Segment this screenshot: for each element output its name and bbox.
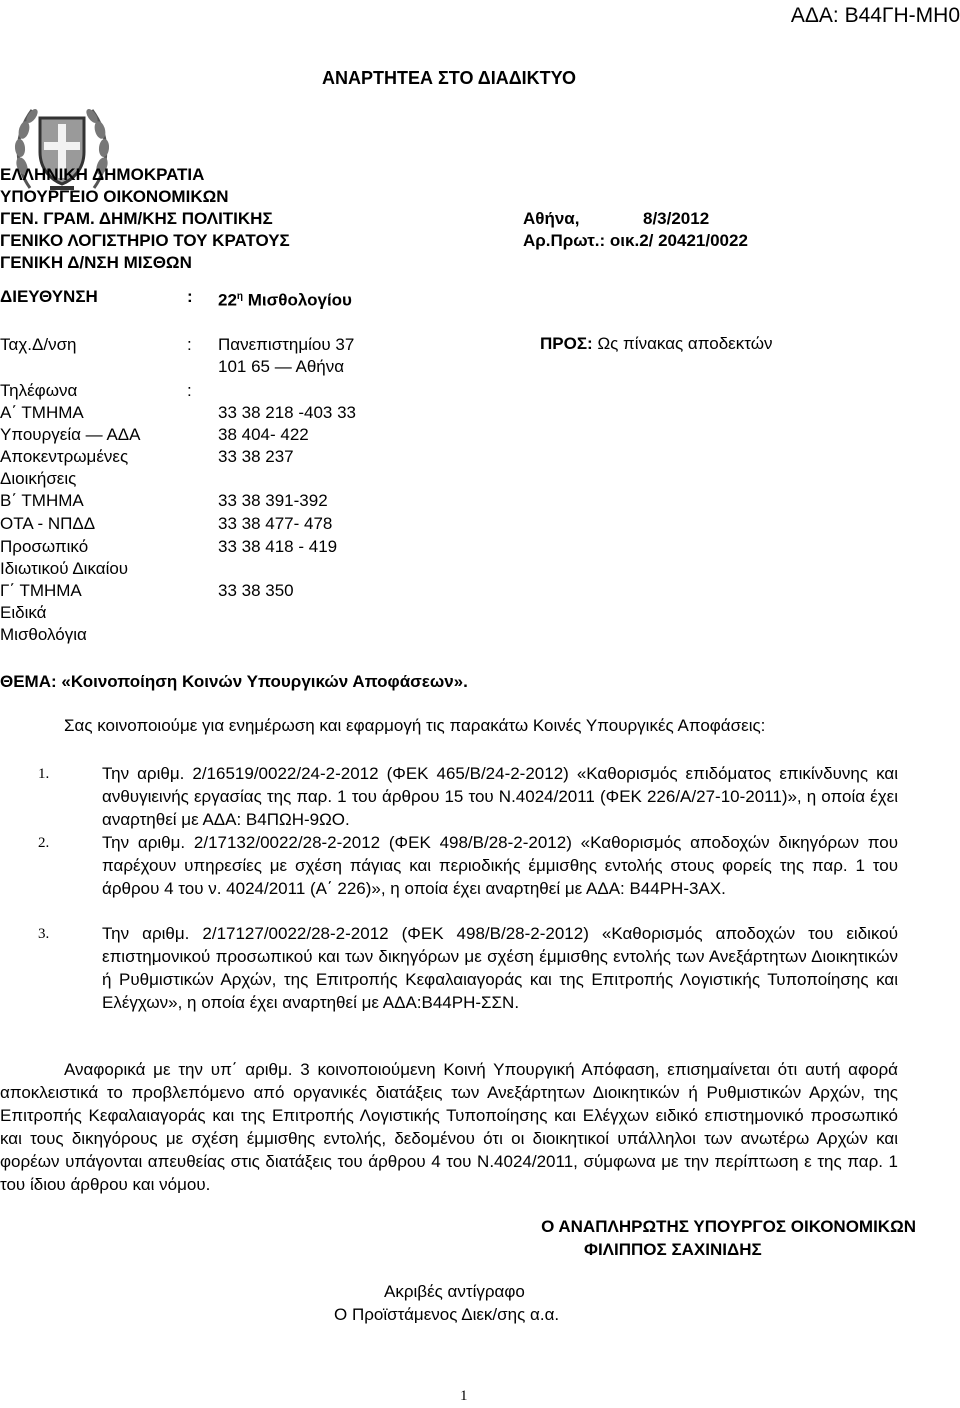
list-item: Την αριθμ. 2/17132/0022/28-2-2012 (ΦΕΚ 498/Β/28-2-2012) «Καθορισμός αποδοχών δικηγόρων που παρέχουν υπηρεσίες με σχέση πάγιας και περιοδικής έμμισθης εντολής στους φορείς της παρ. 1 του άρθρου 4 του ν. 4024/2011 (Α΄ 226)», η οποία έχει αναρτηθεί με ΑΔΑ: Β44ΡΗ-3ΑΧ. [102, 833, 898, 898]
list-item: Την αριθμ. 2/17127/0022/28-2-2012 (ΦΕΚ 498/Β/28-2-2012) «Καθορισμός αποδοχών του ειδικού επιστημονικού προσωπικού και των δικηγόρων με σχέση έμμισθης εντολής των Ανεξάρτητων Διοικητικών ή Ρυθμιστικών Αρχών, της Επιτροπής Κεφαλαιαγοράς και της Επιτροπής Λογιστικής Τυποποίησης και Ελέγχων», η οποία έχει αναρτηθεί με ΑΔΑ:Β44ΡΗ-ΣΣΝ. [102, 924, 898, 1012]
phone-row-value: 33 38 418 - 419 [218, 537, 338, 556]
date-city: Αθήνα, [523, 209, 580, 228]
directorate-value [218, 286, 352, 312]
posting-banner: ΑΝΑΡΤΗΤΕΑ ΣΤΟ ΔΙΑΔΙΚΤΥΟ [322, 68, 576, 88]
ada-code: ΑΔΑ: Β44ΓΗ-ΜΗ0 [790, 4, 960, 27]
item-number: 2. [38, 835, 50, 851]
phone-row-value: 33 38 477- 478 [218, 514, 333, 533]
phone-row-label: Γ΄ ΤΜΗΜΑ [0, 581, 82, 600]
item-number: 1. [38, 766, 50, 782]
phone-row-value: 33 38 237 [218, 447, 294, 466]
address-label: Ταχ.Δ/νση [0, 335, 77, 354]
recipient [540, 334, 773, 354]
recipient-label: ΠΡΟΣ: [540, 334, 593, 353]
phone-row-label: Β΄ ΤΜΗΜΑ [0, 491, 84, 510]
address-colon: : [187, 335, 192, 354]
body-paragraph: Αναφορικά με την υπ΄ αριθμ. 3 κοινοποιούμενη Κοινή Υπουργική Απόφαση, επισημαίνεται ότι αυτή αφορά αποκλειστικά το προβλεπόμενο από οργανικές διατάξεις των Ανεξάρτητων Διοικητικών ή Ρυθμιστικών Αρχών, της Επιτροπής Κεφαλαιαγοράς και της Επιτροπής Λογιστικής Τυποποίησης και Ελέγχων ειδικό επιστημονικό προσωπικό και τους δικηγόρους με σχέση έμμισθης εντολής, δεδομένου ότι οι διοικητικοί υπάλληλοι των ανωτέρω Αρχών και φορέων υπάγονται απευθείας στις διατάξεις του άρθρου 4 του Ν.4024/2011, σύμφωνα με την περίπτωση ε της παρ. 1 του ίδιου άρθρου και νόμου. [0, 1060, 898, 1194]
head-of-department: Ο Προϊστάμενος Διεκ/σης α.α. [334, 1305, 560, 1324]
header-line-5: ΓΕΝΙΚΗ Δ/ΝΣΗ ΜΙΣΘΩΝ [0, 253, 192, 272]
address-city: 101 65 — Αθήνα [218, 357, 345, 376]
header-line-2: ΥΠΟΥΡΓΕΙΟ ΟΙΚΟΝΟΜΙΚΩΝ [0, 187, 229, 206]
directorate-sup: η [236, 291, 244, 302]
directorate-label: ΔΙΕΥΘΥΝΣΗ [0, 287, 98, 306]
item-number: 3. [38, 926, 50, 942]
phone-row-label: Διοικήσεις [0, 469, 77, 488]
header-line-3: ΓΕΝ. ΓΡΑΜ. ΔΗΜ/ΚΗΣ ΠΟΛΙΤΙΚΗΣ [0, 209, 273, 228]
address-street: Πανεπιστημίου 37 [218, 335, 355, 354]
phone-row-label: Μισθολόγια [0, 625, 87, 644]
phone-row-label: Υπουργεία — ΑΔΑ [0, 425, 141, 444]
phone-row-label: Αποκεντρωμένες [0, 447, 129, 466]
phone-row-label: ΟΤΑ - ΝΠΔΔ [0, 514, 96, 533]
phone-row-value: 33 38 350 [218, 581, 294, 600]
phone-row-label: Προσωπικό [0, 537, 89, 556]
true-copy-label: Ακριβές αντίγραφο [384, 1282, 525, 1301]
phone-row-value: 38 404- 422 [218, 425, 309, 444]
subject-line: ΘΕΜΑ: «Κοινοποίηση Κοινών Υπουργικών Αποφάσεων». [0, 672, 468, 691]
recipient-value: Ως πίνακας αποδεκτών [597, 334, 773, 353]
directorate-number: 22 [218, 290, 237, 310]
directorate-name: Μισθολογίου [247, 290, 352, 310]
page-number: 1 [460, 1388, 468, 1404]
phone-row-label: Α΄ ΤΜΗΜΑ [0, 403, 84, 422]
phone-row-value: 33 38 391-392 [218, 491, 328, 510]
header-line-4: ΓΕΝΙΚΟ ΛΟΓΙΣΤΗΡΙΟ ΤΟΥ ΚΡΑΤΟΥΣ [0, 231, 290, 250]
phone-row-label: Ειδικά [0, 603, 47, 622]
protocol-number: Αρ.Πρωτ.: οικ.2/ 20421/0022 [523, 231, 748, 250]
phone-row-value: 33 38 218 -403 33 [218, 403, 357, 422]
signatory-name: ΦΙΛΙΠΠΟΣ ΣΑΧΙΝΙΔΗΣ [584, 1240, 762, 1259]
directorate-colon: : [187, 287, 193, 306]
phone-row-label: Ιδιωτικού Δικαίου [0, 559, 129, 578]
phones-colon: : [187, 381, 192, 400]
phones-label: Τηλέφωνα [0, 381, 78, 400]
header-line-1: ΕΛΛΗΝΙΚΗ ΔΗΜΟΚΡΑΤΙΑ [0, 165, 205, 184]
list-item: Την αριθμ. 2/16519/0022/24-2-2012 (ΦΕΚ 465/Β/24-2-2012) «Καθορισμός επιδόματος επικίνδυνης και ανθυγιεινής εργασίας της παρ. 1 του άρθρου 15 του Ν.4024/2011 (ΦΕΚ 226/Α/27-10-2011)», η οποία έχει αναρτηθεί με ΑΔΑ: Β4ΠΩΗ-9ΩΟ. [102, 764, 898, 829]
intro-text: Σας κοινοποιούμε για ενημέρωση και εφαρμογή τις παρακάτω Κοινές Υπουργικές Αποφάσεις: [64, 716, 766, 735]
signatory-title: Ο ΑΝΑΠΛΗΡΩΤΗΣ ΥΠΟΥΡΓΟΣ ΟΙΚΟΝΟΜΙΚΩΝ [541, 1217, 916, 1236]
date-value: 8/3/2012 [643, 209, 710, 228]
